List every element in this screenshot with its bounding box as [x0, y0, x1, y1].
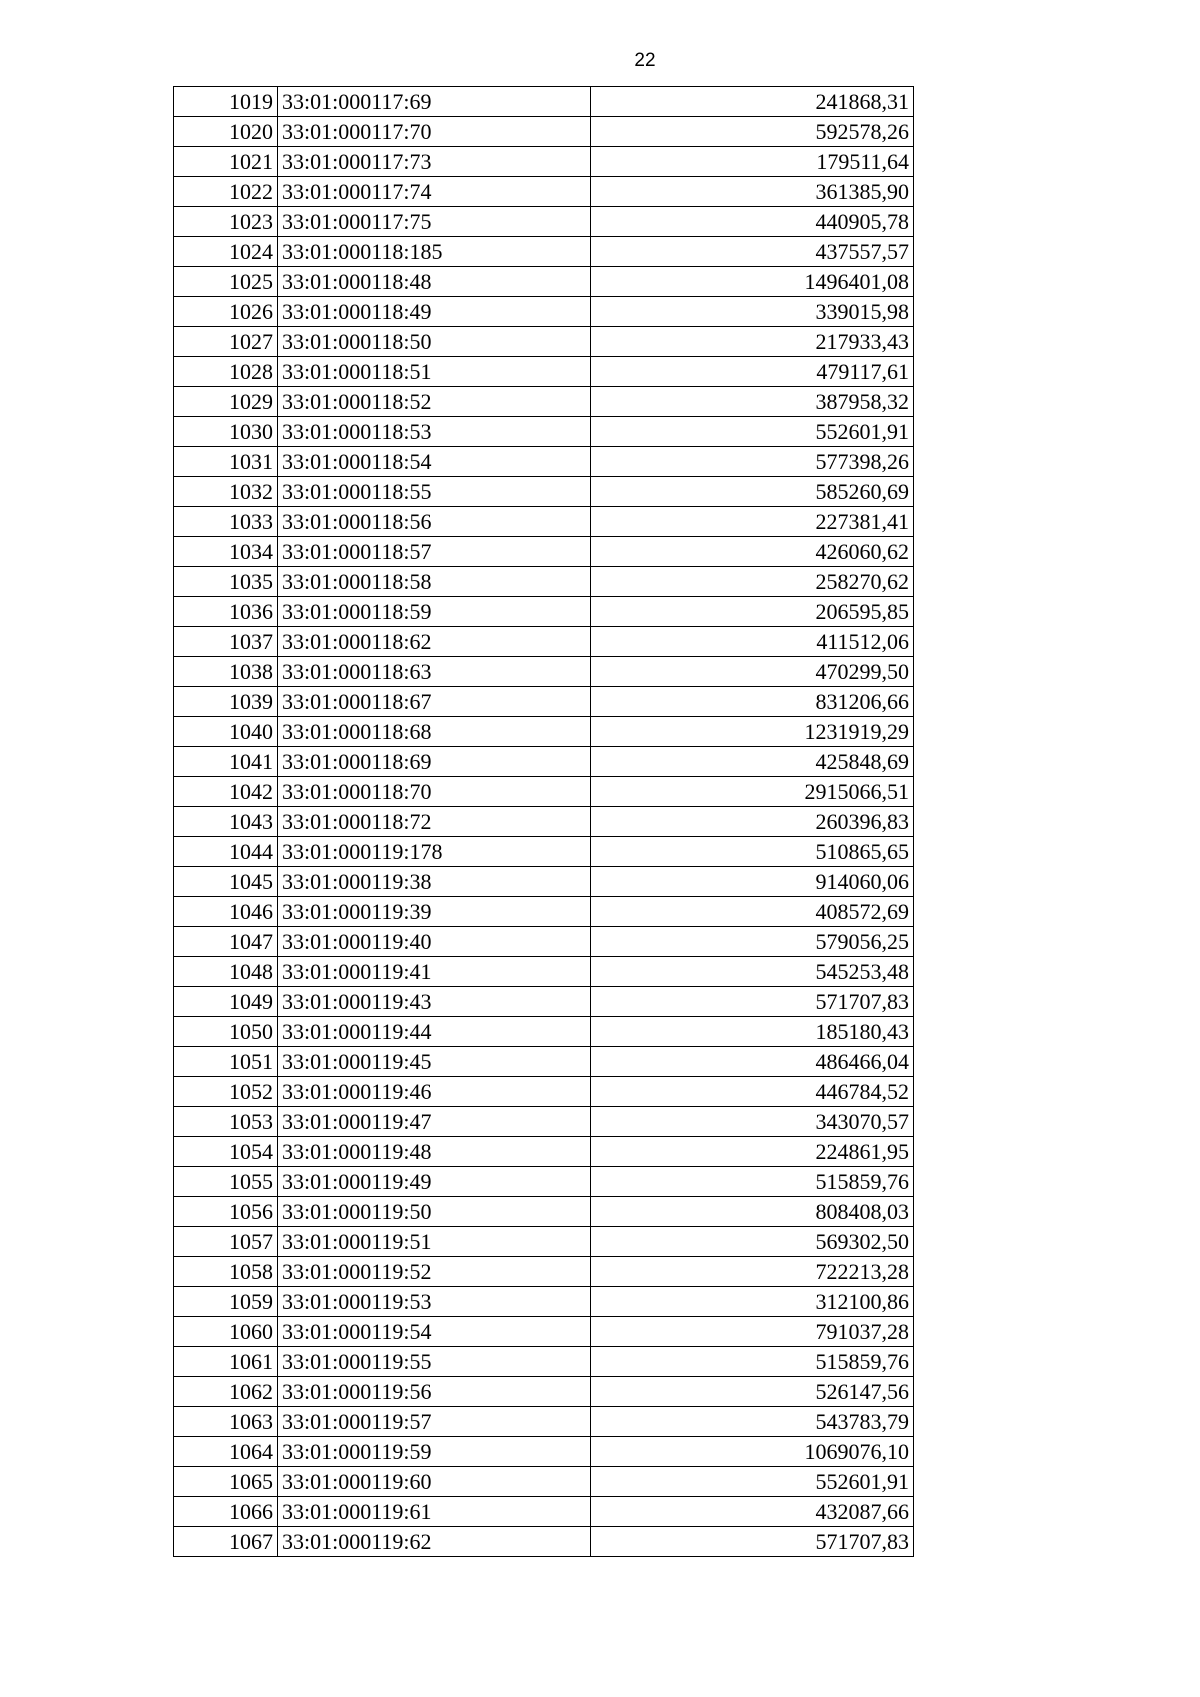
table-row — [174, 357, 914, 387]
table-row — [174, 717, 914, 747]
row-number-cell: 1045 — [174, 867, 278, 897]
cadastral-value-cell: 571707,83 — [591, 987, 914, 1017]
cadastral-value-cell: 224861,95 — [591, 1137, 914, 1167]
row-number-cell: 1036 — [174, 597, 278, 627]
row-number-cell: 1047 — [174, 927, 278, 957]
cadastral-value-cell: 515859,76 — [591, 1167, 914, 1197]
row-number-cell: 1039 — [174, 687, 278, 717]
table-row — [174, 1407, 914, 1437]
table-body — [174, 87, 914, 1557]
cadastral-number-cell: 33:01:000119:56 — [278, 1377, 591, 1407]
row-number-cell: 1060 — [174, 1317, 278, 1347]
cadastral-value-cell: 479117,61 — [591, 357, 914, 387]
cadastral-value-cell: 241868,31 — [591, 87, 914, 117]
cadastral-value-cell: 1231919,29 — [591, 717, 914, 747]
cadastral-number-cell: 33:01:000119:59 — [278, 1437, 591, 1467]
table-row — [174, 927, 914, 957]
cadastral-value-cell: 592578,26 — [591, 117, 914, 147]
cadastral-number-cell: 33:01:000119:47 — [278, 1107, 591, 1137]
table-row — [174, 837, 914, 867]
cadastral-number-cell: 33:01:000118:72 — [278, 807, 591, 837]
table-row — [174, 297, 914, 327]
row-number-cell: 1028 — [174, 357, 278, 387]
cadastral-number-cell: 33:01:000118:185 — [278, 237, 591, 267]
row-number-cell: 1027 — [174, 327, 278, 357]
cadastral-value-cell: 552601,91 — [591, 1467, 914, 1497]
cadastral-value-cell: 579056,25 — [591, 927, 914, 957]
cadastral-number-cell: 33:01:000119:52 — [278, 1257, 591, 1287]
cadastral-number-cell: 33:01:000118:52 — [278, 387, 591, 417]
table-row — [174, 987, 914, 1017]
table-row — [174, 777, 914, 807]
page-number: 22 — [634, 50, 656, 71]
cadastral-number-cell: 33:01:000119:57 — [278, 1407, 591, 1437]
table-row — [174, 957, 914, 987]
table-row — [174, 807, 914, 837]
cadastral-value-cell: 470299,50 — [591, 657, 914, 687]
row-number-cell: 1021 — [174, 147, 278, 177]
row-number-cell: 1052 — [174, 1077, 278, 1107]
cadastral-number-cell: 33:01:000117:75 — [278, 207, 591, 237]
cadastral-number-cell: 33:01:000118:58 — [278, 567, 591, 597]
cadastral-value-cell: 1069076,10 — [591, 1437, 914, 1467]
table-row — [174, 1287, 914, 1317]
cadastral-number-cell: 33:01:000119:49 — [278, 1167, 591, 1197]
cadastral-number-cell: 33:01:000117:73 — [278, 147, 591, 177]
cadastral-number-cell: 33:01:000118:50 — [278, 327, 591, 357]
row-number-cell: 1055 — [174, 1167, 278, 1197]
row-number-cell: 1049 — [174, 987, 278, 1017]
table-row — [174, 1107, 914, 1137]
table-row — [174, 687, 914, 717]
table-row — [174, 1047, 914, 1077]
row-number-cell: 1026 — [174, 297, 278, 327]
cadastral-number-cell: 33:01:000119:46 — [278, 1077, 591, 1107]
cadastral-value-cell: 217933,43 — [591, 327, 914, 357]
cadastral-value-cell: 411512,06 — [591, 627, 914, 657]
cadastral-number-cell: 33:01:000119:41 — [278, 957, 591, 987]
table-row — [174, 507, 914, 537]
cadastral-number-cell: 33:01:000118:57 — [278, 537, 591, 567]
table-row — [174, 597, 914, 627]
table-row — [174, 1077, 914, 1107]
cadastral-value-cell: 552601,91 — [591, 417, 914, 447]
table-row — [174, 327, 914, 357]
row-number-cell: 1064 — [174, 1437, 278, 1467]
cadastral-value-cell: 437557,57 — [591, 237, 914, 267]
cadastral-value-cell: 722213,28 — [591, 1257, 914, 1287]
row-number-cell: 1059 — [174, 1287, 278, 1317]
cadastral-value-cell: 206595,85 — [591, 597, 914, 627]
table-row — [174, 1017, 914, 1047]
cadastral-number-cell: 33:01:000118:48 — [278, 267, 591, 297]
cadastral-value-cell: 577398,26 — [591, 447, 914, 477]
cadastral-number-cell: 33:01:000118:70 — [278, 777, 591, 807]
row-number-cell: 1019 — [174, 87, 278, 117]
row-number-cell: 1020 — [174, 117, 278, 147]
row-number-cell: 1043 — [174, 807, 278, 837]
cadastral-value-cell: 227381,41 — [591, 507, 914, 537]
cadastral-number-cell: 33:01:000119:48 — [278, 1137, 591, 1167]
row-number-cell: 1044 — [174, 837, 278, 867]
row-number-cell: 1040 — [174, 717, 278, 747]
table-row — [174, 117, 914, 147]
row-number-cell: 1023 — [174, 207, 278, 237]
cadastral-number-cell: 33:01:000118:62 — [278, 627, 591, 657]
cadastral-value-cell: 571707,83 — [591, 1527, 914, 1557]
cadastral-number-cell: 33:01:000118:59 — [278, 597, 591, 627]
cadastral-number-cell: 33:01:000118:68 — [278, 717, 591, 747]
cadastral-value-cell: 914060,06 — [591, 867, 914, 897]
row-number-cell: 1066 — [174, 1497, 278, 1527]
cadastral-value-table — [173, 86, 914, 1557]
cadastral-value-cell: 258270,62 — [591, 567, 914, 597]
cadastral-number-cell: 33:01:000118:51 — [278, 357, 591, 387]
row-number-cell: 1054 — [174, 1137, 278, 1167]
row-number-cell: 1035 — [174, 567, 278, 597]
cadastral-number-cell: 33:01:000119:50 — [278, 1197, 591, 1227]
table-row — [174, 867, 914, 897]
row-number-cell: 1061 — [174, 1347, 278, 1377]
row-number-cell: 1031 — [174, 447, 278, 477]
cadastral-value-cell: 425848,69 — [591, 747, 914, 777]
row-number-cell: 1062 — [174, 1377, 278, 1407]
cadastral-value-cell: 545253,48 — [591, 957, 914, 987]
cadastral-value-cell: 515859,76 — [591, 1347, 914, 1377]
cadastral-number-cell: 33:01:000119:38 — [278, 867, 591, 897]
table-row — [174, 897, 914, 927]
table-row — [174, 1257, 914, 1287]
cadastral-number-cell: 33:01:000118:53 — [278, 417, 591, 447]
table-row — [174, 1377, 914, 1407]
cadastral-value-cell: 312100,86 — [591, 1287, 914, 1317]
row-number-cell: 1037 — [174, 627, 278, 657]
cadastral-number-cell: 33:01:000119:44 — [278, 1017, 591, 1047]
cadastral-number-cell: 33:01:000119:43 — [278, 987, 591, 1017]
table-row — [174, 1197, 914, 1227]
row-number-cell: 1065 — [174, 1467, 278, 1497]
cadastral-value-cell: 260396,83 — [591, 807, 914, 837]
table-row — [174, 417, 914, 447]
cadastral-value-cell: 432087,66 — [591, 1497, 914, 1527]
row-number-cell: 1058 — [174, 1257, 278, 1287]
cadastral-value-cell: 569302,50 — [591, 1227, 914, 1257]
cadastral-value-cell: 179511,64 — [591, 147, 914, 177]
row-number-cell: 1053 — [174, 1107, 278, 1137]
row-number-cell: 1051 — [174, 1047, 278, 1077]
row-number-cell: 1025 — [174, 267, 278, 297]
cadastral-value-cell: 185180,43 — [591, 1017, 914, 1047]
table-row — [174, 1437, 914, 1467]
table-row — [174, 87, 914, 117]
row-number-cell: 1046 — [174, 897, 278, 927]
table-row — [174, 177, 914, 207]
cadastral-number-cell: 33:01:000119:40 — [278, 927, 591, 957]
cadastral-value-cell: 408572,69 — [591, 897, 914, 927]
cadastral-value-cell: 831206,66 — [591, 687, 914, 717]
cadastral-number-cell: 33:01:000119:54 — [278, 1317, 591, 1347]
row-number-cell: 1048 — [174, 957, 278, 987]
cadastral-value-cell: 446784,52 — [591, 1077, 914, 1107]
cadastral-value-cell: 361385,90 — [591, 177, 914, 207]
row-number-cell: 1041 — [174, 747, 278, 777]
row-number-cell: 1067 — [174, 1527, 278, 1557]
cadastral-number-cell: 33:01:000119:51 — [278, 1227, 591, 1257]
cadastral-number-cell: 33:01:000118:69 — [278, 747, 591, 777]
cadastral-number-cell: 33:01:000119:53 — [278, 1287, 591, 1317]
cadastral-value-cell: 585260,69 — [591, 477, 914, 507]
table-row — [174, 1317, 914, 1347]
table-row — [174, 237, 914, 267]
cadastral-value-cell: 486466,04 — [591, 1047, 914, 1077]
cadastral-value-cell: 2915066,51 — [591, 777, 914, 807]
table-row — [174, 207, 914, 237]
cadastral-number-cell: 33:01:000119:60 — [278, 1467, 591, 1497]
cadastral-value-cell: 387958,32 — [591, 387, 914, 417]
row-number-cell: 1034 — [174, 537, 278, 567]
table-row — [174, 1527, 914, 1557]
cadastral-number-cell: 33:01:000118:54 — [278, 447, 591, 477]
row-number-cell: 1030 — [174, 417, 278, 447]
table-row — [174, 267, 914, 297]
cadastral-value-cell: 1496401,08 — [591, 267, 914, 297]
cadastral-number-cell: 33:01:000118:67 — [278, 687, 591, 717]
table-row — [174, 537, 914, 567]
cadastral-value-cell: 339015,98 — [591, 297, 914, 327]
table-row — [174, 147, 914, 177]
table-row — [174, 627, 914, 657]
row-number-cell: 1033 — [174, 507, 278, 537]
cadastral-number-cell: 33:01:000117:70 — [278, 117, 591, 147]
cadastral-value-cell: 543783,79 — [591, 1407, 914, 1437]
cadastral-number-cell: 33:01:000118:63 — [278, 657, 591, 687]
cadastral-number-cell: 33:01:000118:56 — [278, 507, 591, 537]
table-row — [174, 1167, 914, 1197]
row-number-cell: 1042 — [174, 777, 278, 807]
table-row — [174, 1227, 914, 1257]
row-number-cell: 1022 — [174, 177, 278, 207]
row-number-cell: 1056 — [174, 1197, 278, 1227]
row-number-cell: 1050 — [174, 1017, 278, 1047]
cadastral-number-cell: 33:01:000117:69 — [278, 87, 591, 117]
cadastral-number-cell: 33:01:000119:61 — [278, 1497, 591, 1527]
row-number-cell: 1029 — [174, 387, 278, 417]
cadastral-value-cell: 526147,56 — [591, 1377, 914, 1407]
row-number-cell: 1063 — [174, 1407, 278, 1437]
row-number-cell: 1032 — [174, 477, 278, 507]
cadastral-value-cell: 440905,78 — [591, 207, 914, 237]
cadastral-number-cell: 33:01:000119:39 — [278, 897, 591, 927]
row-number-cell: 1057 — [174, 1227, 278, 1257]
table-row — [174, 1497, 914, 1527]
table-row — [174, 1137, 914, 1167]
table-row — [174, 387, 914, 417]
table-row — [174, 567, 914, 597]
cadastral-number-cell: 33:01:000118:55 — [278, 477, 591, 507]
cadastral-value-cell: 510865,65 — [591, 837, 914, 867]
table-row — [174, 657, 914, 687]
cadastral-value-cell: 426060,62 — [591, 537, 914, 567]
cadastral-value-cell: 343070,57 — [591, 1107, 914, 1137]
row-number-cell: 1038 — [174, 657, 278, 687]
table-row — [174, 447, 914, 477]
cadastral-number-cell: 33:01:000119:62 — [278, 1527, 591, 1557]
cadastral-number-cell: 33:01:000119:55 — [278, 1347, 591, 1377]
table-row — [174, 747, 914, 777]
cadastral-value-cell: 808408,03 — [591, 1197, 914, 1227]
row-number-cell: 1024 — [174, 237, 278, 267]
cadastral-value-cell: 791037,28 — [591, 1317, 914, 1347]
cadastral-number-cell: 33:01:000118:49 — [278, 297, 591, 327]
table-row — [174, 1347, 914, 1377]
table-row — [174, 1467, 914, 1497]
cadastral-number-cell: 33:01:000119:45 — [278, 1047, 591, 1077]
cadastral-number-cell: 33:01:000117:74 — [278, 177, 591, 207]
cadastral-number-cell: 33:01:000119:178 — [278, 837, 591, 867]
table-row — [174, 477, 914, 507]
